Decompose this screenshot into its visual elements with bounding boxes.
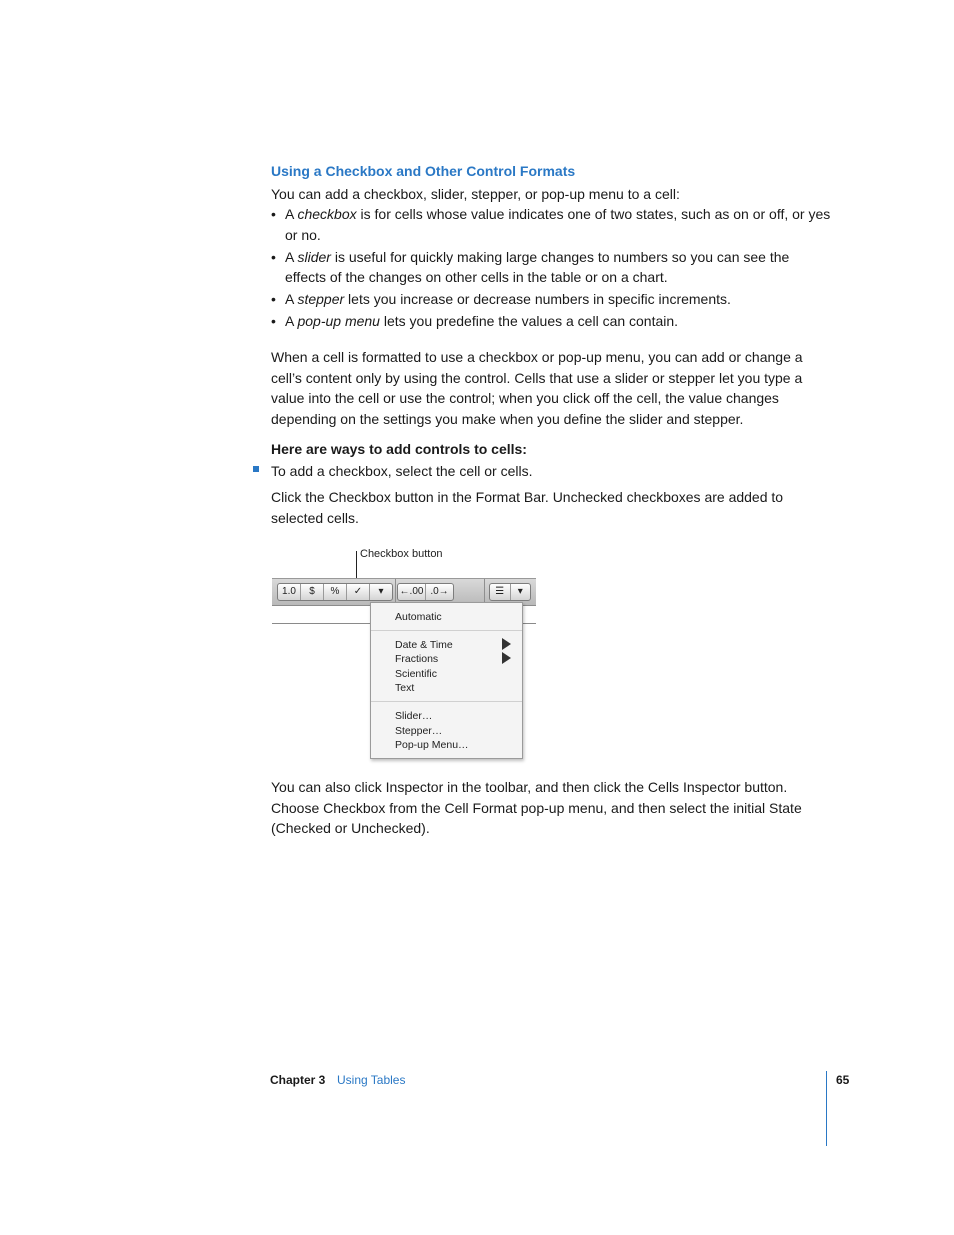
submenu-arrow-icon [502,638,511,650]
format-menu-button[interactable]: ▾ [378,586,384,597]
figure-callout-label: Checkbox button [360,548,443,560]
menu-item-scientific[interactable]: Scientific [395,668,438,680]
footer-chapter-title: Using Tables [337,1073,406,1087]
list-item: • A checkbox is for cells whose value indicates one of two states, such as on or off, or yes or no. [271,206,831,243]
list-item: • A pop-up menu lets you predefine the values a cell can contain. [271,313,679,329]
number-format-button[interactable]: 1.0 [278,584,301,600]
menu-item-slider[interactable]: Slider… [395,710,433,722]
menu-divider [371,701,522,702]
decimal-buttons [397,583,454,601]
step-text: To add a checkbox, select the cell or cells. [271,463,533,479]
control-explanation-paragraph: When a cell is formatted to use a checkbox or pop-up menu, you can add or change a cell’s content only by using the control. Cells that use a slider or stepper let you type a value into the cell or use the control; when you click off the cell, the value changes depending on the settings you make when you define the slider and stepper. [271,349,803,427]
cell-format-popup-menu [370,602,523,759]
list-item: • A slider is useful for quickly making large changes to numbers so you can see the effects of the changes on other cells in the table or on a chart. [271,248,790,285]
number-format-buttons [277,583,393,601]
task-subheading: Here are ways to add controls to cells: [271,441,527,457]
list-item: • A stepper lets you increase or decrease numbers in specific increments. [271,291,731,307]
step-bullet-icon [253,466,259,472]
menu-item-date-time[interactable]: Date & Time [395,639,453,651]
menu-item-stepper[interactable]: Stepper… [395,725,443,737]
intro-text: You can add a checkbox, slider, stepper, or pop-up menu to a cell: [271,186,680,202]
alignment-menu [489,583,531,601]
chevron-down-icon[interactable]: ▾ [517,586,523,597]
currency-format-button[interactable]: $ [301,584,324,600]
menu-item-text[interactable]: Text [395,682,415,694]
menu-item-popup[interactable]: Pop-up Menu… [395,739,469,751]
section-heading: Using a Checkbox and Other Control Formats [271,163,576,179]
submenu-arrow-icon [502,652,511,664]
decrease-decimals-button[interactable]: ←.00 [398,584,426,600]
checkbox-button[interactable]: ✓ [347,584,370,600]
footer-divider [826,1071,827,1146]
control-type-list [271,204,831,333]
percentage-format-button[interactable]: % [324,584,347,600]
menu-item-automatic[interactable]: Automatic [395,611,442,623]
step-detail: Click the Checkbox button in the Format Bar. Unchecked checkboxes are added to selected cells. [271,489,784,526]
inspector-paragraph: You can also click Inspector in the toolbar, and then click the Cells Inspector button. Choose Checkbox from the Cell Format pop-up menu, and then select the initial State (Checked or Unchecked). [271,779,802,836]
menu-divider [371,630,522,631]
footer-chapter: Chapter 3 [270,1073,326,1087]
page-number: 65 [836,1073,850,1087]
menu-item-fractions[interactable]: Fractions [395,653,439,665]
increase-decimals-button[interactable]: .0→ [430,586,449,597]
alignment-icon[interactable]: ☰ [490,584,511,600]
